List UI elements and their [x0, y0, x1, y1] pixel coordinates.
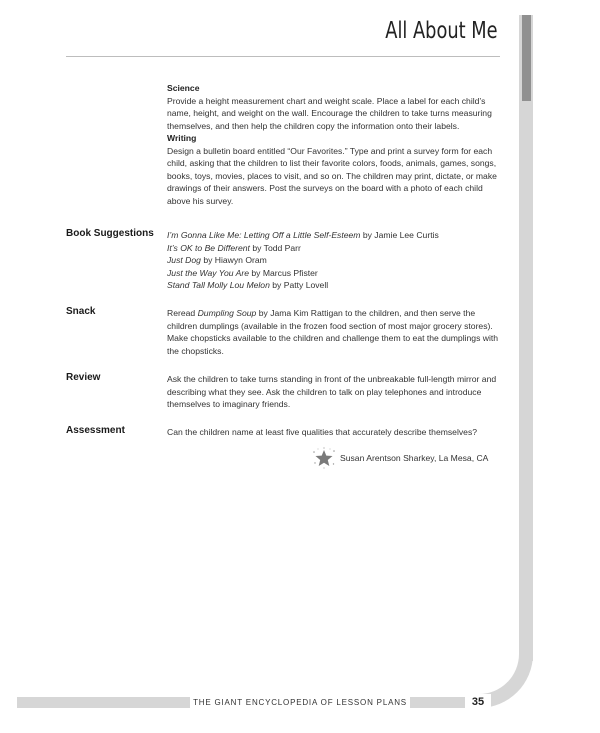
attribution-author: Susan Arentson Sharkey, La Mesa, CA	[340, 453, 489, 463]
snack-text-end: by Jama Kim Rattigan to the children, and then serve the children dumplings (available in the frozen food section of most major grocery stores). Make chopsticks available to the children and challenge them to eat the dumplings with the chopsticks.	[167, 308, 499, 356]
list-item	[167, 229, 502, 242]
book-title: Stand Tall Molly Lou Melon	[167, 280, 270, 290]
page-title: All About Me	[385, 18, 498, 44]
book-title: Just Dog	[167, 255, 201, 265]
writing-text: Design a bulletin board entitled “Our Favorites.” Type and print a survey form for each child, asking that the children to list their favorite colors, foods, animals, games, songs, books, toys, movies, places to visit, and so on. The children may print, dictate, or make drawings of their answers. Post the surveys on the board with a photo of each child above his survey.	[167, 145, 497, 206]
title-divider	[66, 56, 500, 57]
snack-text	[167, 307, 502, 357]
page-edge-tab	[522, 15, 531, 101]
list-item	[167, 267, 502, 280]
writing-heading: Writing	[167, 133, 197, 143]
activities-section	[167, 82, 497, 207]
book-author: by Jamie Lee Curtis	[362, 230, 439, 240]
book-author: by Hiawyn Oram	[203, 255, 267, 265]
list-item	[167, 254, 502, 267]
snack-book-title: Dumpling Soup	[197, 308, 257, 318]
footer-book-title: THE GIANT ENCYCLOPEDIA OF LESSON PLANS	[190, 697, 410, 708]
review-text: Ask the children to take turns standing in front of the unbreakable full-length mirror and describing what they see. Ask the children to talk on play telephones and introduce themselves to imaginary friends.	[167, 374, 497, 409]
book-suggestions-list	[167, 229, 502, 292]
science-text: Provide a height measurement chart and weight scale. Place a label for each child’s name, height, and weight on the wall. Encourage the children to take turns measuring themselves, and then help the children copy the information onto their labels.	[167, 95, 492, 131]
book-author: by Todd Parr	[252, 242, 301, 253]
book-author: by Marcus Pfister	[251, 267, 318, 278]
list-item	[167, 242, 502, 255]
list-item	[167, 279, 502, 292]
book-title: Just the Way You Are	[167, 267, 250, 278]
assessment-label: Assessment	[66, 425, 125, 436]
snack-label: Snack	[66, 306, 96, 317]
book-title: It’s OK to Be Different	[167, 242, 250, 253]
page-edge-bar	[519, 15, 533, 661]
review-label: Review	[66, 372, 101, 383]
attribution	[312, 447, 488, 469]
assessment-text: Can the children name at least five qualities that accurately describe themselves?	[167, 427, 478, 437]
page-number: 35	[465, 694, 491, 710]
star-icon	[312, 447, 336, 469]
snack-text-start: Reread	[167, 308, 198, 318]
book-suggestions-label: Book Suggestions	[66, 228, 154, 239]
science-heading: Science	[167, 83, 200, 93]
book-title: I’m Gonna Like Me: Letting Off a Little Self-Esteem	[167, 230, 361, 240]
book-author: by Patty Lovell	[272, 280, 329, 290]
